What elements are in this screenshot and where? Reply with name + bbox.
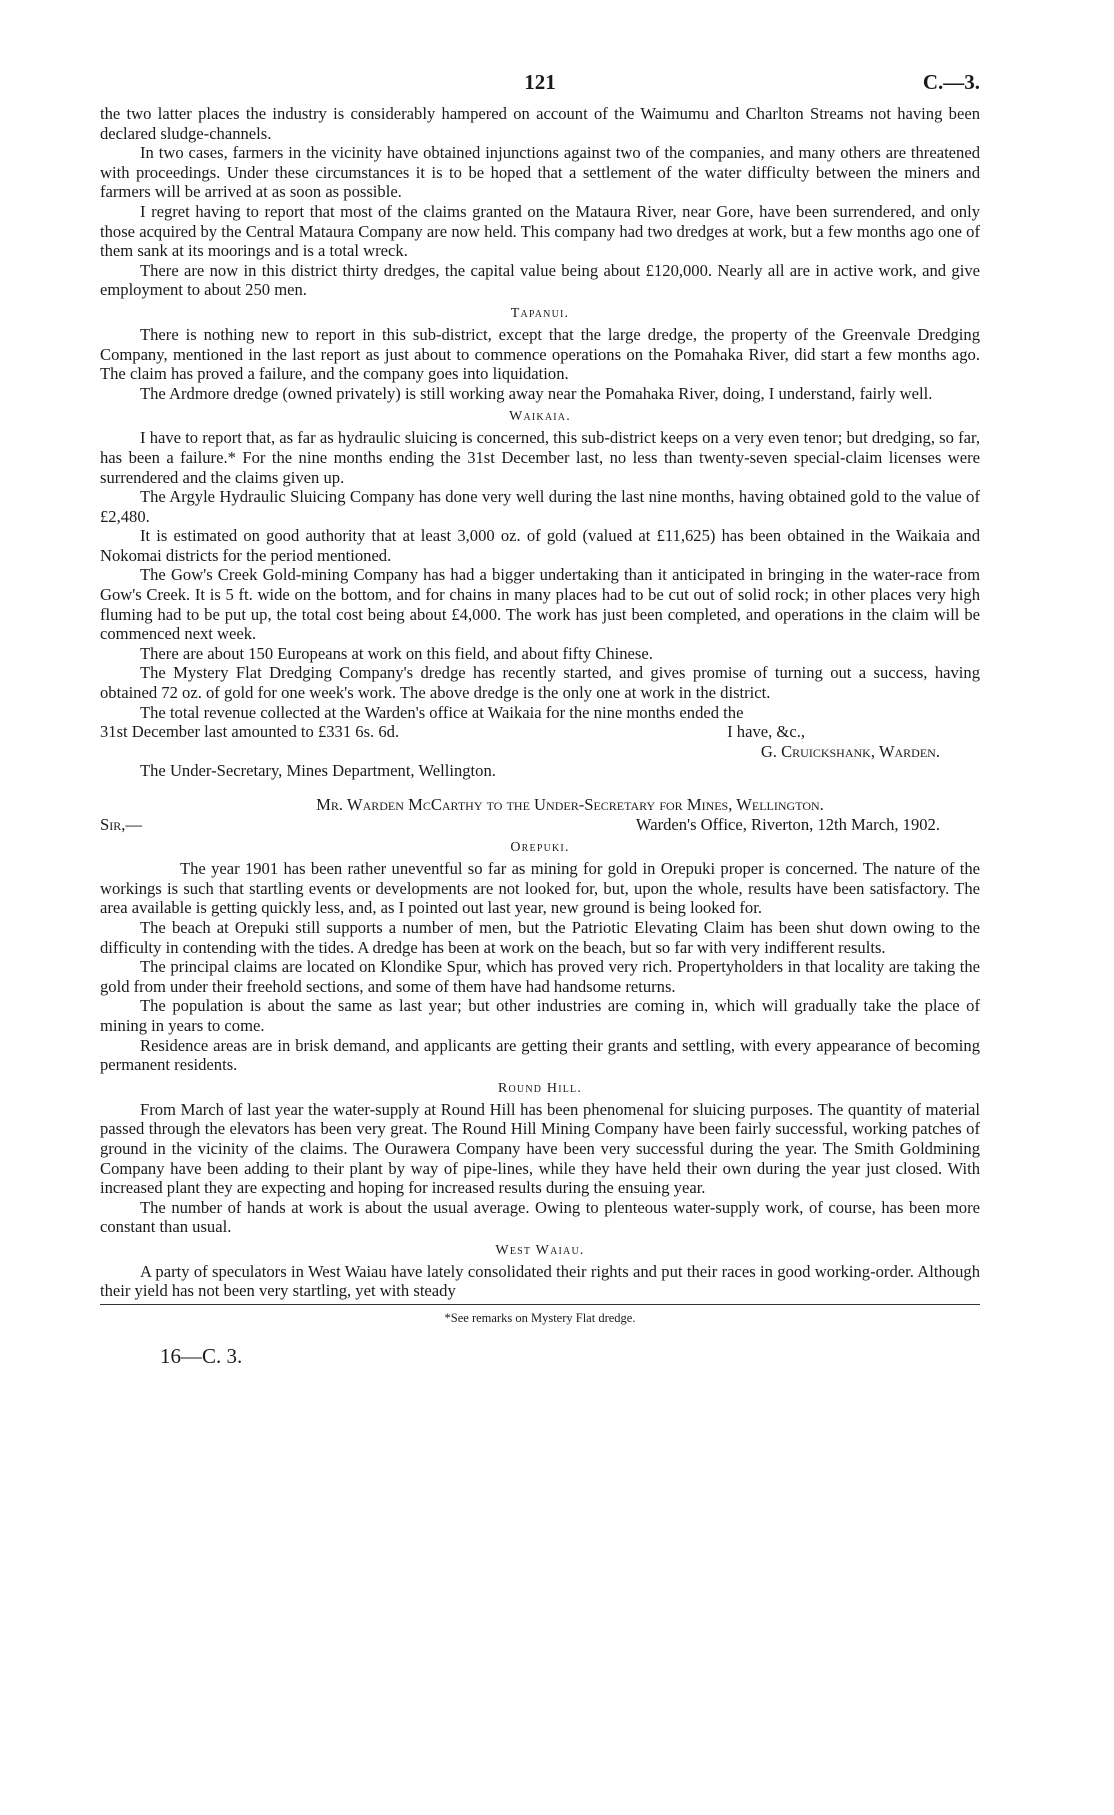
- addressee: The Under-Secretary, Mines Department, Wellington.: [140, 761, 496, 781]
- page-header: [100, 70, 980, 104]
- section-heading-tapanui: Tapanui.: [510, 305, 570, 321]
- paragraph: The beach at Orepuki still supports a number of men, but the Patriotic Elevating Claim has been shut down owing to the difficulty in contending with the tides. A dredge has been at work on the beach, but so far with very indifferent results.: [100, 917, 980, 957]
- document-reference: C.—3.: [922, 70, 980, 94]
- section-heading-waikaia: Waikaia.: [509, 409, 571, 425]
- footnote: *See remarks on Mystery Flat dredge.: [444, 1311, 636, 1326]
- paragraph: A party of speculators in West Waiau have lately consolidated their rights and put their races in good working-order. Although their yield has not been very startling, yet with steady: [100, 1261, 980, 1301]
- footnote-rule: [100, 1304, 980, 1305]
- paragraph: The year 1901 has been rather uneventful so far as mining for gold in Orepuki proper is concerned. The nature of the workings is such that startling events or developments are not looked for, but, upon the whole, results have been satisfactory. The area available is getting quickly less, and, as I pointed out last year, new ground is being looked for.: [100, 859, 980, 918]
- paragraph: There are about 150 Europeans at work on this field, and about fifty Chinese.: [140, 643, 653, 663]
- section-heading-round-hill: Round Hill.: [497, 1080, 583, 1096]
- paragraph: There are now in this district thirty dredges, the capital value being about £120,000. Nearly all are in active work, and give employment to about 250 men.: [100, 260, 980, 300]
- paragraph: the two latter places the industry is considerably hampered on account of the Waimumu and Charlton Streams not having been declared sludge-channels.: [100, 104, 980, 143]
- page-number: 121: [524, 70, 556, 94]
- paragraph: The number of hands at work is about the usual average. Owing to plenteous water-supply work, of course, has been more constant than usual.: [100, 1197, 980, 1237]
- salutation-line: [100, 815, 980, 835]
- closing-line: [100, 722, 980, 742]
- paragraph: I regret having to report that most of the claims granted on the Mataura River, near Gore, have been surrendered, and only those acquired by the Central Mataura Company are now held. This company had two dredges at work, but a few months ago one of them sank at its moorings and is a total wreck.: [100, 201, 980, 261]
- paragraph: In two cases, farmers in the vicinity have obtained injunctions against two of the companies, and many others are threatened with proceedings. Under these circumstances it is to be hoped that a settlement of the water difficulty between the miners and farmers will be arrived at as soon as possible.: [100, 143, 980, 202]
- dateline: Warden's Office, Riverton, 12th March, 1902.: [635, 814, 940, 834]
- paragraph: The population is about the same as last year; but other industries are coming in, which will gradually take the place of mining in years to come.: [100, 996, 980, 1035]
- paragraph: Residence areas are in brisk demand, and applicants are getting their grants and settling, with every appearance of becoming permanent residents.: [100, 1035, 980, 1075]
- letter-heading: Mr. Warden McCarthy to the Under-Secretary for Mines, Wellington.: [316, 795, 824, 814]
- paragraph: The principal claims are located on Klondike Spur, which has proved very rich. Propertyholders in that locality are taking the gold from under their freehold sections, and some of them have had handsome returns.: [100, 957, 980, 996]
- closing-text: 31st December last amounted to £331 6s. 6d.: [100, 722, 400, 742]
- paragraph: The Ardmore dredge (owned privately) is still working away near the Pomahaka River, doing, I understand, fairly well.: [140, 383, 933, 403]
- salutation: Sir,—: [100, 814, 142, 834]
- signature-mark: 16—C. 3.: [160, 1344, 243, 1369]
- section-heading-orepuki: Orepuki.: [510, 840, 570, 856]
- paragraph: The Mystery Flat Dredging Company's dredge has recently started, and gives promise of turning out a success, having obtained 72 oz. of gold for one week's work. The above dredge is the only one at work in the district.: [100, 663, 980, 703]
- signature-warden: G. Cruickshank, Warden.: [760, 741, 940, 761]
- paragraph: The Gow's Creek Gold-mining Company has had a bigger undertaking than it anticipated in bringing in the water-race from Gow's Creek. It is 5 ft. wide on the bottom, and for chains in many places had to be cut out of solid rock; in other places very high fluming had to be put up, the total cost being about £4,000. The work has just been completed, and operations in the claim will be commenced next week.: [100, 565, 980, 644]
- document-page: [100, 70, 980, 1369]
- paragraph: The Argyle Hydraulic Sluicing Company has done very well during the last nine months, having obtained gold to the value of £2,480.: [100, 487, 980, 526]
- paragraph: There is nothing new to report in this sub-district, except that the large dredge, the property of the Greenvale Dredging Company, mentioned in the last report as just about to commence operations on the Pomahaka River, did start a few months ago. The claim has proved a failure, and the company goes into liquidation.: [100, 324, 980, 384]
- paragraph: The total revenue collected at the Warden's office at Waikaia for the nine months ended the: [140, 702, 744, 722]
- valediction: I have, &c.,: [727, 722, 805, 742]
- paragraph: From March of last year the water-supply at Round Hill has been phenomenal for sluicing purposes. The quantity of material passed through the elevators has been very great. The Round Hill Mining Company have been fairly successful, working patches of ground in the vicinity of the claims. The Ourawera Company have been very successful during the year. The Smith Goldmining Company have been adding to their plant by way of pipe-lines, while they have held their own during the year just closed. With increased plant they are expecting and hoping for increased results during the ensuing year.: [100, 1099, 980, 1198]
- section-heading-west-waiau: West Waiau.: [495, 1242, 585, 1258]
- paragraph: I have to report that, as far as hydraulic sluicing is concerned, this sub-district keeps on a very even tenor; but dredging, so far, has been a failure.* For the nine months ending the 31st December last, no less than twenty-seven special-claim licenses were surrendered and the claims given up.: [100, 428, 980, 487]
- paragraph: It is estimated on good authority that at least 3,000 oz. of gold (valued at £11,625) has been obtained in the Waikaia and Nokomai districts for the period mentioned.: [100, 526, 980, 565]
